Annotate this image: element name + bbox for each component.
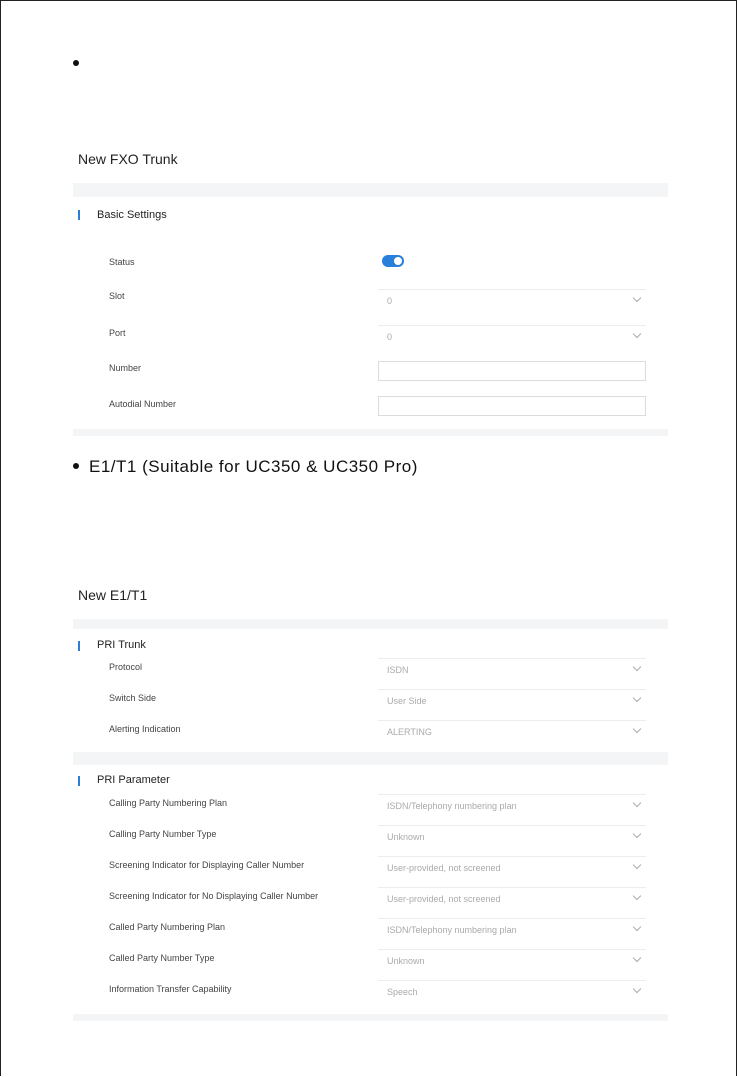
called-party-number-type-select[interactable] [378, 949, 646, 966]
pri-parameter-panel [73, 765, 668, 1014]
called-party-numbering-plan-select[interactable] [378, 918, 646, 935]
calling-party-number-type-select[interactable] [378, 825, 646, 842]
chevron-down-icon [633, 694, 641, 702]
screening-indicator-for-no-displaying-caller-number-select[interactable] [378, 887, 646, 904]
chevron-down-icon [633, 954, 641, 962]
screening-indicator-for-displaying-caller-number-select[interactable] [378, 856, 646, 873]
information-transfer-capability-select[interactable] [378, 980, 646, 997]
e1t1-form [73, 619, 668, 1021]
chevron-down-icon [633, 294, 641, 302]
status-toggle[interactable] [382, 255, 404, 267]
chevron-down-icon [633, 663, 641, 671]
chevron-down-icon [633, 985, 641, 993]
section-accent-bar [78, 776, 80, 786]
bullet-point [73, 60, 79, 66]
information-transfer-capability-value: Speech [387, 987, 418, 997]
called-party-numbering-plan-value: ISDN/Telephony numbering plan [387, 925, 517, 935]
status-label: Status [109, 257, 135, 267]
slot-value: 0 [387, 296, 393, 306]
pri-trunk-heading: PRI Trunk [97, 639, 146, 651]
number-label: Number [109, 363, 142, 373]
protocol-value: ISDN [387, 665, 409, 675]
calling-party-number-type-value: Unknown [387, 832, 425, 842]
chevron-down-icon [633, 799, 641, 807]
chevron-down-icon [633, 923, 641, 931]
autodial-number-label: Autodial Number [109, 399, 177, 409]
port-value: 0 [387, 332, 393, 342]
called-party-numbering-plan-label: Called Party Numbering Plan [109, 922, 226, 932]
alerting-indication-select[interactable] [378, 720, 646, 737]
chevron-down-icon [633, 330, 641, 338]
fxo-trunk-form [73, 183, 668, 436]
chevron-down-icon [633, 861, 641, 869]
called-party-number-type-value: Unknown [387, 956, 425, 966]
e1t1-screen-title: New E1/T1 [78, 587, 148, 603]
screening-indicator-for-no-displaying-caller-number-value: User-provided, not screened [387, 894, 501, 904]
pri-parameter-heading: PRI Parameter [97, 774, 170, 786]
pri-trunk-panel [73, 629, 668, 752]
autodial-number-input[interactable] [378, 396, 646, 416]
calling-party-number-type-label: Calling Party Number Type [109, 829, 217, 839]
alerting-indication-label: Alerting Indication [109, 724, 181, 734]
calling-party-numbering-plan-label: Calling Party Numbering Plan [109, 798, 228, 808]
chevron-down-icon [633, 725, 641, 733]
alerting-indication-value: ALERTING [387, 727, 432, 737]
screening-indicator-for-displaying-caller-number-label: Screening Indicator for Displaying Caller Number [109, 860, 305, 870]
basic-settings-panel [73, 197, 668, 429]
calling-party-numbering-plan-select[interactable] [378, 794, 646, 811]
section-accent-bar [78, 210, 80, 220]
screening-indicator-for-displaying-caller-number-value: User-provided, not screened [387, 863, 501, 873]
basic-settings-heading: Basic Settings [97, 209, 167, 221]
bullet-point [73, 463, 79, 469]
section-accent-bar [78, 641, 80, 651]
switch-side-label: Switch Side [109, 693, 157, 703]
switch-side-select[interactable] [378, 689, 646, 706]
protocol-select[interactable] [378, 658, 646, 675]
number-input[interactable] [378, 361, 646, 381]
port-label: Port [109, 328, 126, 338]
slot-select[interactable] [378, 289, 646, 306]
information-transfer-capability-label: Information Transfer Capability [109, 984, 232, 994]
protocol-label: Protocol [109, 662, 143, 672]
chevron-down-icon [633, 830, 641, 838]
chevron-down-icon [633, 892, 641, 900]
fxo-screen-title: New FXO Trunk [78, 151, 178, 167]
bullet-text-2: E1/T1 (Suitable for UC350 & UC350 Pro) [89, 457, 418, 476]
calling-party-numbering-plan-value: ISDN/Telephony numbering plan [387, 801, 517, 811]
called-party-number-type-label: Called Party Number Type [109, 953, 215, 963]
slot-label: Slot [109, 291, 125, 301]
port-select[interactable] [378, 325, 646, 342]
screening-indicator-for-no-displaying-caller-number-label: Screening Indicator for No Displaying Caller Number [109, 891, 319, 901]
switch-side-value: User Side [387, 696, 427, 706]
toggle-knob [394, 257, 402, 265]
